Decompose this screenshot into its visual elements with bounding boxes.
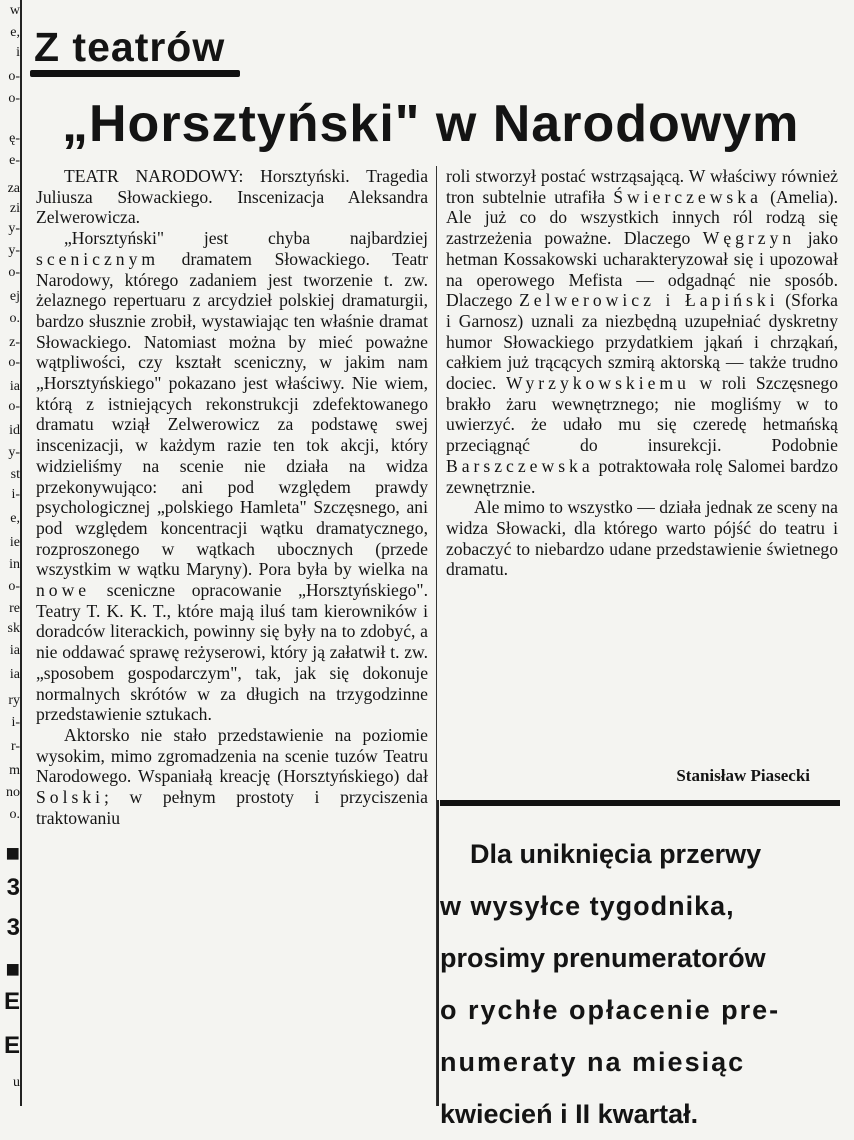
fragment-text: y- <box>8 445 20 460</box>
article-paragraph-3-continued <box>446 166 838 497</box>
emphasis-text: scenicznym <box>36 248 160 269</box>
fragment-text: ę- <box>9 131 20 146</box>
text-run: roli stworzył postać wstrząsającą. W właściwy również tron subtelnie utrafiła <box>446 166 838 207</box>
emphasis-text: nowe <box>36 580 91 601</box>
notice-line: numeraty na miesiąc <box>440 1047 746 1077</box>
article-column-left <box>36 166 428 1106</box>
notice-left-rule <box>437 800 439 1106</box>
fragment-text: z- <box>9 335 20 350</box>
fragment-text: o. <box>9 311 20 326</box>
emphasis-text: Barszczewska <box>446 455 594 476</box>
fragment-text: o- <box>8 69 20 84</box>
section-title-underline <box>30 70 240 77</box>
fragment-text: no <box>6 785 20 800</box>
fragment-text: 3 <box>6 914 20 941</box>
fragment-text: za <box>7 181 20 196</box>
notice-top-rule <box>440 800 840 806</box>
article-intro-paragraph: TEATR NARODOWY: Horsztyński. Tragedia Juliusza Słowackiego. Inscenizacja Aleksandra Zelwerowicza. <box>36 166 428 228</box>
fragment-text: st <box>10 467 20 482</box>
article-column-right <box>446 166 838 796</box>
fragment-text: ej <box>9 289 20 304</box>
text-run: potraktowała rolę Salomei bardzo zewnętrznie. <box>446 455 838 497</box>
emphasis-text: Solski <box>36 787 105 808</box>
fragment-text: r- <box>10 739 20 754</box>
text-run: Aktorsko nie stało przedstawienie na poziomie wysokim, mimo zgromadzenia na scenie tuzów Teatru Narodowego. Wspaniałą kreację (Horsztyńskiego) dał <box>36 724 428 787</box>
fragment-text: zi <box>9 201 20 216</box>
author-signature: Stanisław Piasecki <box>676 766 810 785</box>
fragment-text: in <box>9 557 20 572</box>
fragment-text: y- <box>8 221 20 236</box>
fragment-text: e- <box>9 153 20 168</box>
fragment-text: i- <box>11 715 20 730</box>
fragment-text: ■ <box>5 956 20 983</box>
left-column-rule <box>20 0 22 1106</box>
emphasis-text: Wyrzykowskiemu <box>505 373 690 394</box>
fragment-text: m <box>9 763 20 778</box>
notice-line: prosimy prenumeratorów <box>440 943 766 973</box>
fragment-text: o. <box>9 807 20 822</box>
fragment-text: 3 <box>6 874 20 901</box>
text-run: „Horsztyński" jest chyba najbardziej <box>64 228 428 249</box>
subscription-notice <box>440 828 836 1140</box>
fragment-text: ia <box>9 667 20 682</box>
fragment-text: E <box>3 988 20 1015</box>
text-run: sceniczne opracowanie „Horsztyńskiego". Teatry T. K. K. T., które mają iluś tam kierowników i doradców literackich, powinny się były na to zdobyć, a nie oddawać sprawę reżyserowi, który ją załatwił t. zw. „sposobem gospodarczym", tak, jak się dokonuje normalnych skrótów w za długich na trzygodzinne przedstawienie sztukach. <box>36 580 428 725</box>
text-run: ; w pełnym prostoty i przyciszenia traktowaniu <box>36 787 428 828</box>
fragment-text: re <box>9 601 20 616</box>
fragment-text: e, <box>10 511 20 526</box>
article-paragraph-3 <box>36 725 428 829</box>
text-run: w roli Szczęsnego brakło żaru wewnętrznego; nie mogliśmy w to uwierzyć. że udało mu się czeredę hetmańską przeciągnąć do insurekcji. Podobnie <box>446 373 838 456</box>
emphasis-text: Świerczewska <box>613 186 762 207</box>
article-closing-paragraph: Ale mimo to wszystko — działa jednak ze sceny na widza Słowacki, dla którego warto pójść do teatru i zobaczyć to niebardzo udane przedstawienie świetnego dramatu. <box>446 497 838 580</box>
fragment-text: ia <box>9 379 20 394</box>
emphasis-text: Zelwerowicz i Łapiński <box>519 290 779 311</box>
fragment-text: w <box>9 3 20 18</box>
fragment-text: e, <box>10 25 20 40</box>
adjacent-column-fragments <box>0 0 22 1106</box>
fragment-text: ■ <box>5 840 20 867</box>
fragment-text: y- <box>8 243 20 258</box>
article-headline: „Horsztyński" w Narodowym <box>62 95 800 153</box>
text-run: jako hetman Kossakowski ucharakteryzował się i upozował na operowego Mefista — odgadnąć nie sposób. Dlaczego <box>446 228 838 311</box>
fragment-text: i <box>16 45 20 60</box>
text-run: (Amelia). Ale już co do wszystkich innych ról rodzą się zastrzeżenia poważne. Dlaczego <box>446 186 838 249</box>
section-title: Z teatrów <box>34 24 226 70</box>
fragment-text: ia <box>9 643 20 658</box>
text-run: (Sforka i Garnosz) uznali za niezbędną uzupełniać dyskretny humor Słowackiego przydatkiem jąkań i chrząkań, całkiem już trącących szmirą aktorską — także trudno dociec. <box>446 290 838 394</box>
fragment-text: sk <box>7 621 20 636</box>
fragment-text: o- <box>8 579 20 594</box>
fragment-text: i- <box>11 487 20 502</box>
fragment-text: o- <box>8 265 20 280</box>
fragment-text: u <box>13 1075 20 1090</box>
emphasis-text: Węgrzyn <box>702 228 796 249</box>
notice-line: Dla uniknięcia przerwy <box>470 839 762 869</box>
fragment-text: o- <box>8 355 20 370</box>
fragment-text: o- <box>8 399 20 414</box>
notice-line: w wysyłce tygodnika, <box>440 891 735 921</box>
notice-line: o rychłe opłacenie pre- <box>440 995 781 1025</box>
fragment-text: ie <box>9 535 20 550</box>
fragment-text: o- <box>8 91 20 106</box>
article-paragraph-2 <box>36 228 428 725</box>
notice-line: kwiecień i II kwartał. <box>440 1099 699 1129</box>
fragment-text: id <box>9 423 20 438</box>
fragment-text: ry <box>8 693 20 708</box>
text-run: dramatem Słowackiego. Teatr Narodowy, którego zadaniem jest tworzenie t. zw. żelaznego repertuaru z arcydzieł polskiej dramaturgii, bardzo słusznie zrobił, wystawiając ten właśnie dramat Słowackiego. Natomiast można by mieć poważne wątpliwości, czy kształt sceniczny, w jakim nam „Horsztyńskiego" pokazano jest właściwy. Nie wiem, którą z istniejących rekonstrukcji zdefektowanego dramatu wziął Zelwerowicz za podstawę swej inscenizacji, w każdym razie ten tok akcji, który widzieliśmy na scenie nie działa na widza przekonywująco: ani pod względem prawdy psychologicznej „polskiego Hamleta" Szczęsnego, ani pod względem koncentracji wątku dramatycznego, rozproszonego w wątkach ubocznych (przede wszystkim w wątku Maryny). Pora była by wielka na <box>36 248 428 580</box>
fragment-text: E <box>3 1032 20 1059</box>
